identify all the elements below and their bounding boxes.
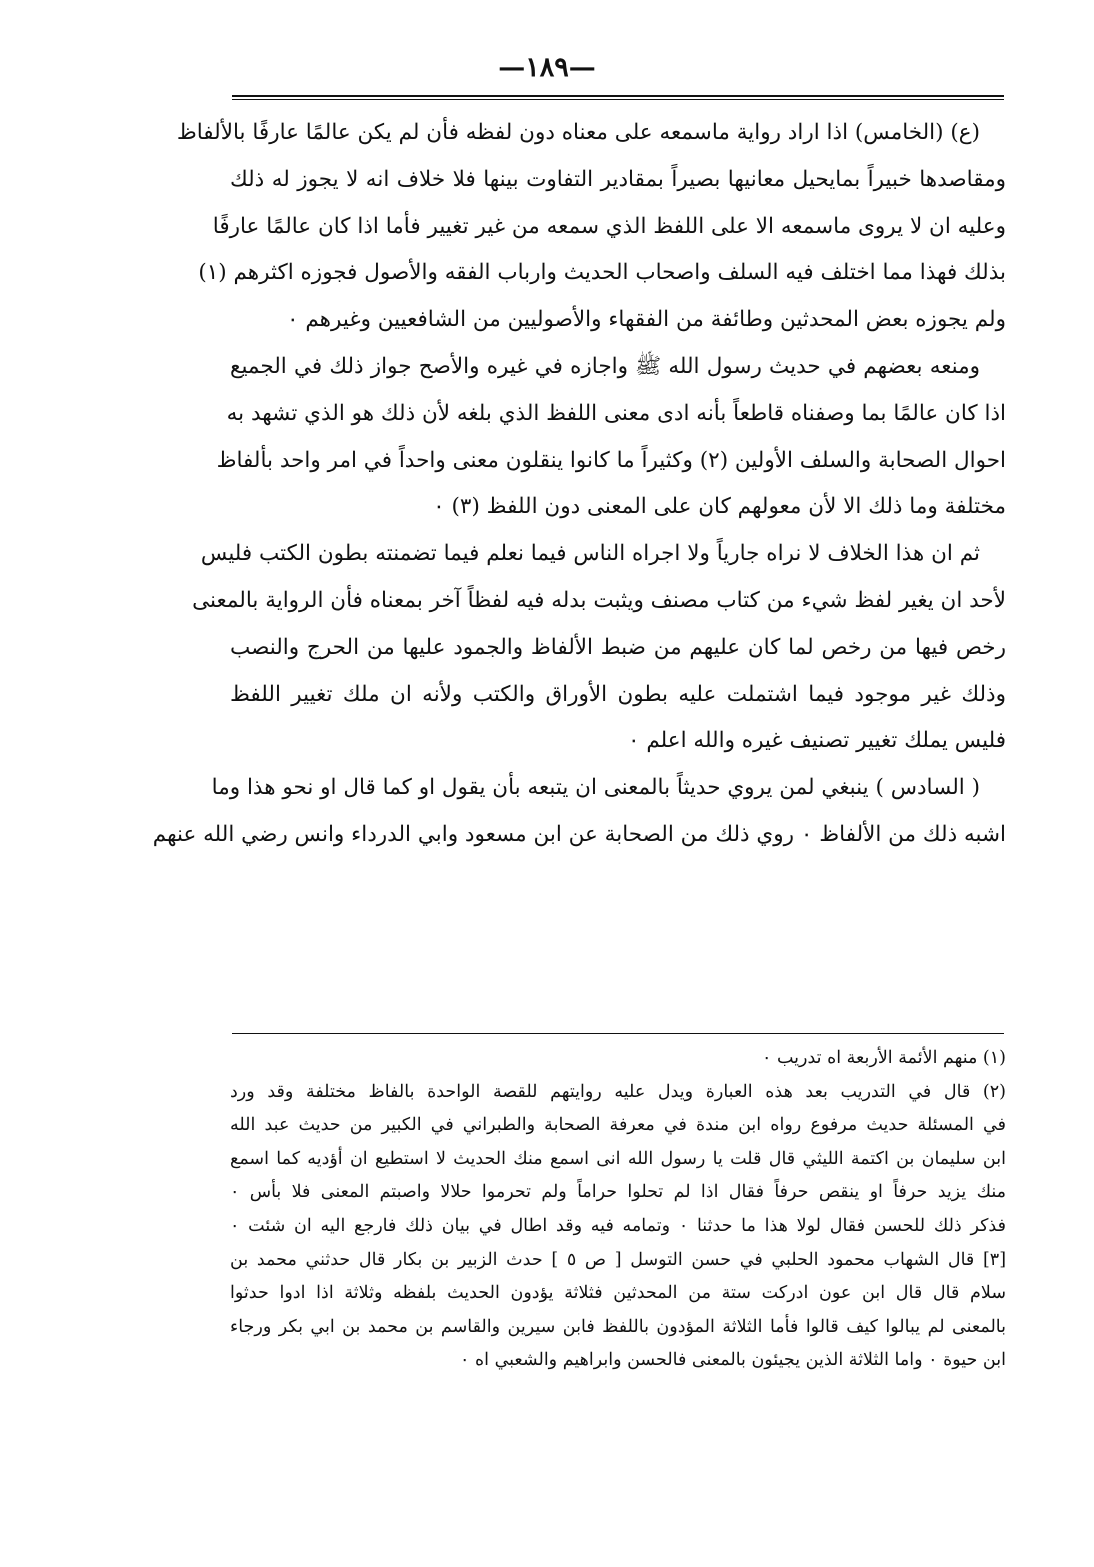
footnote-line: بالمعنى لم يبالوا كيف قالوا فأما الثلاثة المؤدون باللفظ فابن سيرين والقاسم بن محمد بن ابي بكر ورجاء [230,1316,1006,1337]
footnote-line: فذكر ذلك للحسن فقال لولا هذا ما حدثنا ٠ وتمامه فيه وقد اطال في بيان ذلك فارجع اليه ان شئت ٠ [230,1215,1006,1236]
text-line: اشبه ذلك من الألفاظ ٠ روي ذلك من الصحابة عن ابن مسعود وابي الدرداء وانس رضي الله عنهم [152,821,1006,847]
footnote-separator-rule [232,1033,1004,1034]
text-line: لأحد ان يغير لفظ شيء من كتاب مصنف ويثبت بدله فيه لفظاً آخر بمعناه فأن الرواية بالمعنى [192,587,1006,613]
text-line: ومنعه بعضهم في حديث رسول الله ﷺ واجازه في غيره والأصح جواز ذلك في الجميع [230,353,980,379]
text-line: رخص فيها من رخص لما كان عليهم من ضبط الألفاظ والجمود عليها من الحرج والنصب [230,634,1006,660]
text-line: ومقاصدها خبيراً بمايحيل معانيها بصيراً بمقادير التفاوت بينها فلا خلاف انه لا يجوز له ذلك [230,166,1006,192]
text-line: فليس يملك تغيير تصنيف غيره والله اعلم ٠ [627,728,1006,754]
text-line: اذا كان عالمًا بما وصفناه قاطعاً بأنه ادى معنى اللفظ الذي بلغه لأن ذلك هو الذي تشهد به [226,400,1006,426]
footnote-line: (٢) قال في التدريب بعد هذه العبارة ويدل عليه روايتهم للقصة الواحدة بالفاظ مختلفة وقد ورد [230,1081,1006,1102]
footnote-line: سلام قال قال ابن عون ادركت ستة من المحدثين فثلاثة يؤدون الحديث بلفظه وثلاثة اذا ادوا حدثوا [230,1283,1006,1304]
footnote-line: [٣] قال الشهاب محمود الحلبي في حسن التوسل [ ص ٥ ] حدث الزبير بن بكار قال حدثني محمد بن [230,1249,1007,1270]
text-line: ثم ان هذا الخلاف لا نراه جارياً ولا اجراه الناس فيما نعلم فيما تضمنته بطون الكتب فليس [200,541,980,567]
footnote-line: منك يزيد حرفاً او ينقص حرفاً فقال اذا لم تحلوا حراماً ولم تحرموا حلالا واصبتم المعنى فلا بأس ٠ [230,1182,1006,1203]
text-line: وذلك غير موجود فيما اشتملت عليه بطون الأوراق والكتب ولأنه ان ملك تغيير اللفظ [230,681,1006,707]
header-double-rule [232,95,1004,100]
text-line: بذلك فهذا مما اختلف فيه السلف واصحاب الحديث وارباب الفقه والأصول فجوزه اكثرهم (١) [198,260,1006,286]
footnote-line: ابن حيوة ٠ واما الثلاثة الذين يجيئون بالمعنى فالحسن وابراهيم والشعبي اه ٠ [460,1350,1006,1371]
text-line: ( السادس ) ينبغي لمن يروي حديثاً بالمعنى ان يتبعه بأن يقول او كما قال او نحو هذا وما [211,775,980,801]
footnote-line: في المسئلة حديث مرفوع رواه ابن مندة في معرفة الصحابة والطبراني في الكبير من حديث عبد الله [230,1115,1006,1136]
page-number: —١٨٩— [498,52,596,83]
main-text-body [152,110,1006,859]
text-line: ولم يجوزه بعض المحدثين وطائفة من الفقهاء والأصوليين من الشافعيين وغيرهم ٠ [286,307,1006,333]
footnotes-section [230,1042,1006,1378]
footnote-line: (١) منهم الأئمة الأربعة اه تدريب ٠ [761,1048,1006,1068]
text-line: مختلفة وما ذلك الا لأن معولهم كان على المعنى دون اللفظ (٣) ٠ [433,494,1006,520]
text-line: (ع) (الخامس) اذا اراد رواية ماسمعه على معناه دون لفظه فأن لم يكن عالمًا عارفًا بالألفاظ [176,120,980,145]
text-line: احوال الصحابة والسلف الأولين (٢) وكثيراً ما كانوا ينقلون معنى واحداً في امر واحد بألفاظ [216,447,1006,473]
text-line: وعليه ان لا يروى ماسمعه الا على اللفظ الذي سمعه من غير تغيير فأما اذا كان عالمًا عارفًا [212,213,1006,239]
footnote-line: ابن سليمان بن اكتمة الليثي قال قلت يا رسول الله انى اسمع منك الحديث لا استطيع ان أؤديه كما اسمع [230,1148,1006,1169]
